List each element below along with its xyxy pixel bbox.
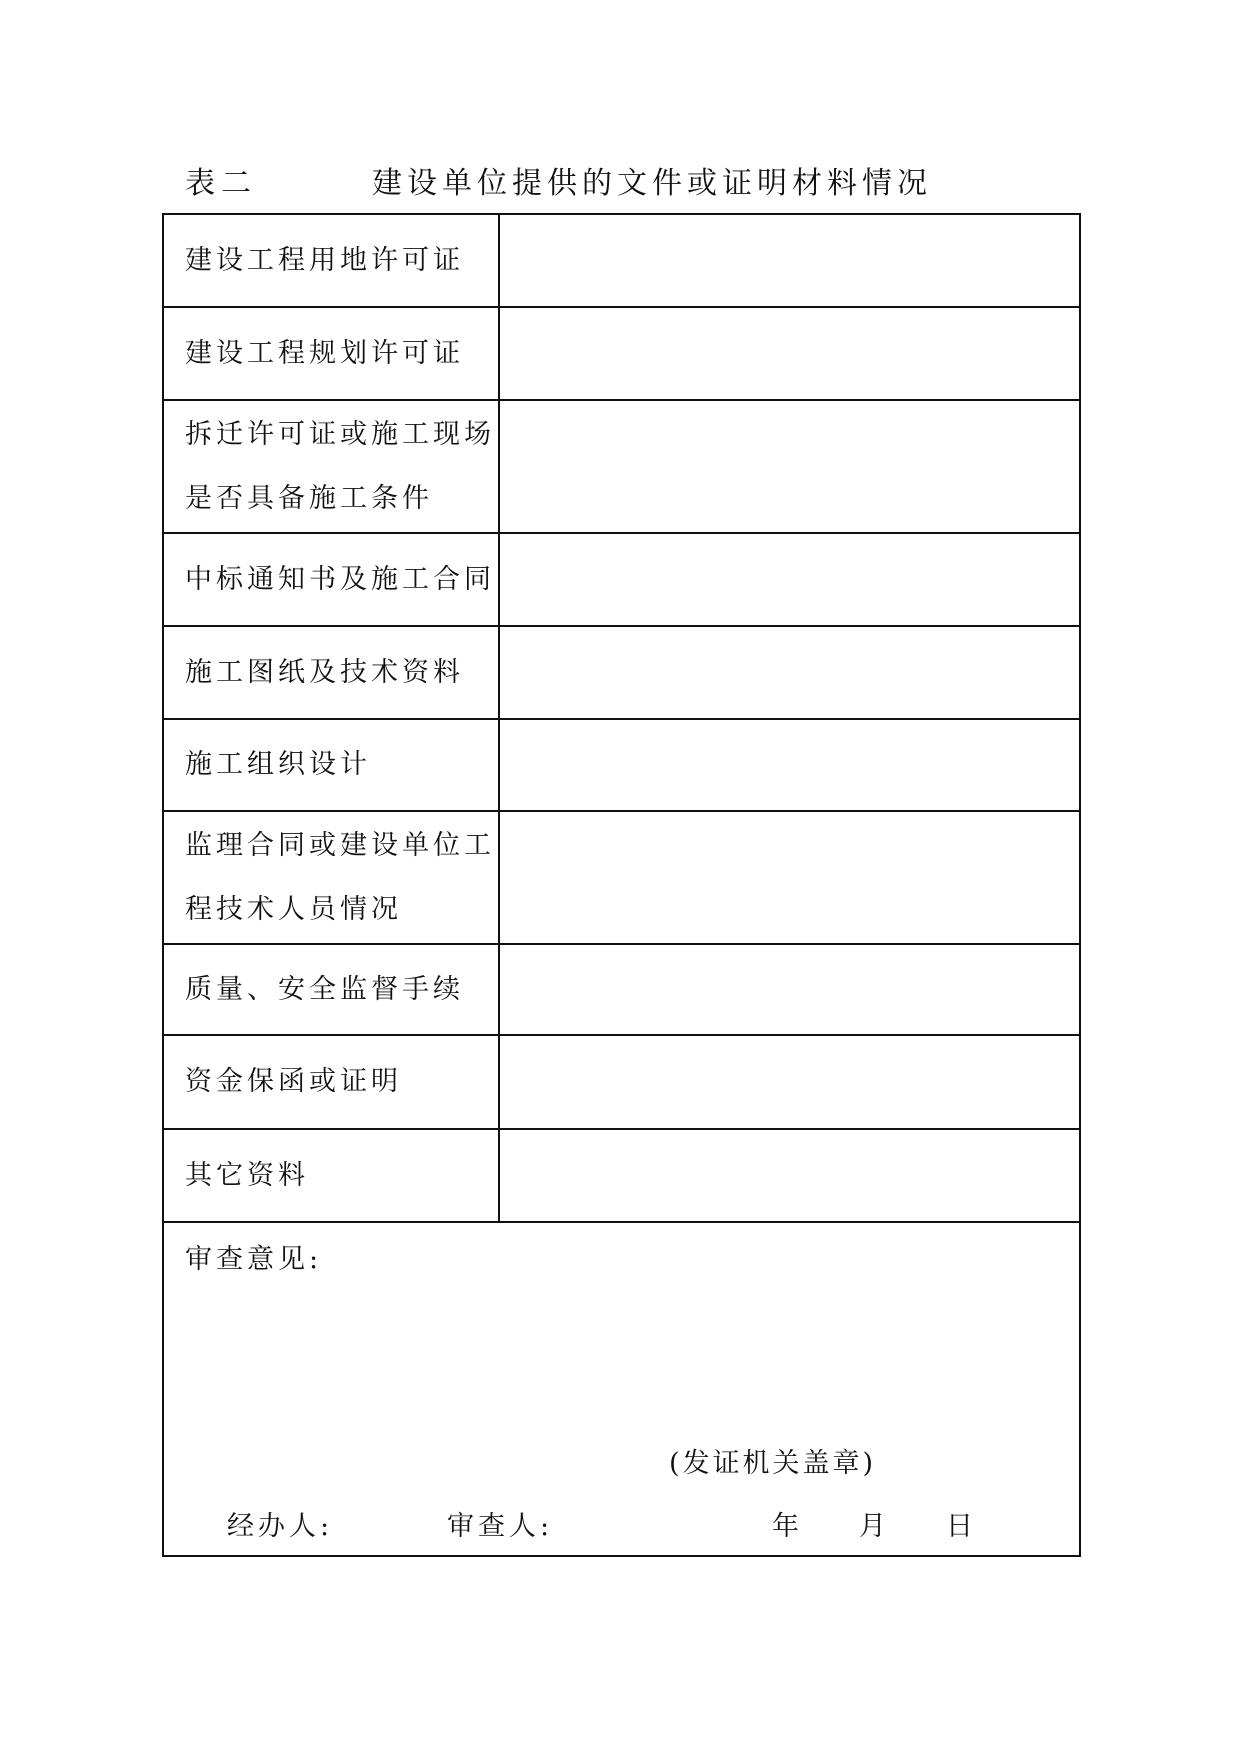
review-opinion-area[interactable] [163,1222,1080,1556]
date-year-label: 年 [772,1511,799,1542]
row-label-line: 是否具备施工条件 [185,482,433,514]
row-label-line: 监理合同或建设单位工 [185,829,495,861]
row-value-land-use-permit[interactable] [499,214,1080,307]
row-label-planning-permit: 建设工程规划许可证 [163,307,499,400]
seal-note: (发证机关盖章) [669,1448,877,1479]
row-value-supervision-contract[interactable] [499,811,1080,944]
row-value-construction-design[interactable] [499,719,1080,811]
table-row [163,307,1080,400]
table-row [163,214,1080,307]
row-label-bid-notice-contract: 中标通知书及施工合同 [163,533,499,626]
table-row [163,719,1080,811]
table-row [163,944,1080,1035]
row-label-demolition-permit [163,400,499,533]
date-day-label: 日 [946,1511,973,1542]
reviewer-label: 审查人: [447,1511,554,1542]
opinion-row [163,1222,1080,1556]
row-value-demolition-permit[interactable] [499,400,1080,533]
row-label-land-use-permit: 建设工程用地许可证 [163,214,499,307]
row-label-line: 拆迁许可证或施工现场 [185,418,495,450]
table-number: 表二 [185,166,257,201]
table-row [163,533,1080,626]
row-value-quality-safety[interactable] [499,944,1080,1035]
row-label-construction-design: 施工组织设计 [163,719,499,811]
table-row [163,626,1080,719]
table-row [163,1035,1080,1129]
row-label-quality-safety: 质量、安全监督手续 [163,944,499,1035]
row-label-other-materials: 其它资料 [163,1129,499,1222]
table-row [163,811,1080,944]
documents-table [162,213,1081,1557]
opinion-label: 审查意见: [185,1244,323,1275]
date-month-label: 月 [859,1511,886,1542]
row-value-fund-guarantee[interactable] [499,1035,1080,1129]
row-value-bid-notice-contract[interactable] [499,533,1080,626]
row-label-line: 程技术人员情况 [185,893,402,925]
row-value-other-materials[interactable] [499,1129,1080,1222]
row-value-planning-permit[interactable] [499,307,1080,400]
form-title: 建设单位提供的文件或证明材料情况 [372,166,932,201]
row-label-supervision-contract [163,811,499,944]
table-row [163,1129,1080,1222]
row-value-drawings-technical-data[interactable] [499,626,1080,719]
row-label-fund-guarantee: 资金保函或证明 [163,1035,499,1129]
table-row [163,400,1080,533]
row-label-drawings-technical-data: 施工图纸及技术资料 [163,626,499,719]
handler-label: 经办人: [227,1511,334,1542]
